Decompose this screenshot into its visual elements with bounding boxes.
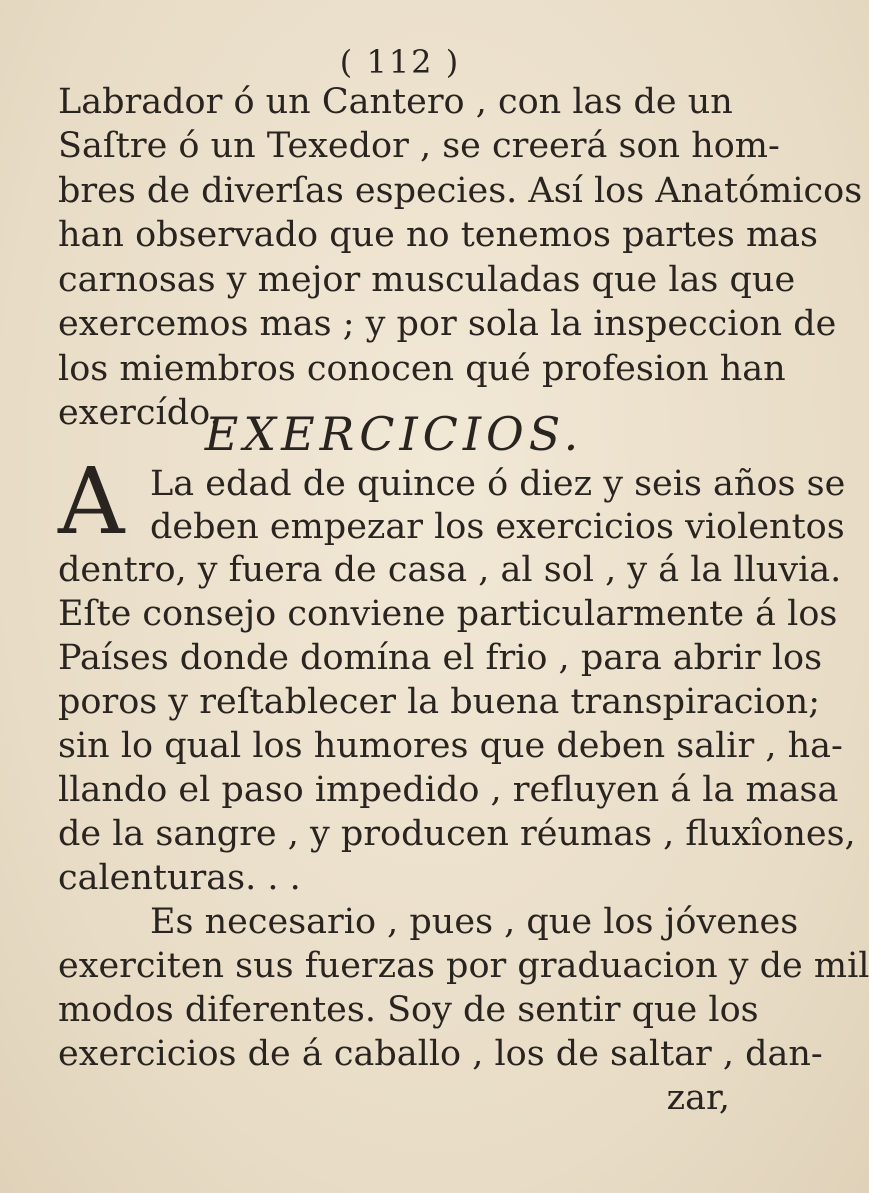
text-line: exercemos mas ; y por sola la inspeccion de	[58, 304, 837, 344]
text-line: poros y reſtablecer la buena transpiracion;	[58, 682, 821, 722]
text-line: sin lo qual los humores que deben salir , ha-	[58, 726, 843, 766]
text-line: deben empezar los exercicios violentos	[150, 507, 845, 547]
text-line: Es necesario , pues , que los jóvenes	[150, 902, 799, 942]
text-line: exercído.	[58, 393, 221, 433]
text-line: modos diferentes. Soy de sentir que los	[58, 990, 759, 1030]
section-heading: EXERCICIOS.	[204, 407, 584, 461]
text-line: exerciten sus fuerzas por graduacion y de mil	[58, 946, 869, 986]
text-line: Labrador ó un Cantero , con las de un	[58, 82, 733, 122]
text-line: los miembros conocen qué profesion han	[58, 349, 786, 389]
drop-cap: A	[58, 448, 125, 555]
text-line: calenturas. . .	[58, 858, 301, 898]
text-line: Eſte consejo conviene particularmente á los	[58, 594, 838, 634]
text-line: carnosas y mejor musculadas que las que	[58, 260, 796, 300]
catchword: zar,	[666, 1078, 730, 1118]
text-line: de la sangre , y producen réumas , fluxîones,	[58, 814, 856, 854]
text-line: Saſtre ó un Texedor , se creerá son hom-	[58, 126, 780, 166]
text-line: llando el paso impedido , refluyen á la masa	[58, 770, 839, 810]
text-line: Países donde domína el frio , para abrir los	[58, 638, 823, 678]
page-number: ( 112 )	[339, 43, 461, 81]
text-line: exercicios de á caballo , los de saltar , dan-	[58, 1034, 823, 1074]
text-line: dentro, y fuera de casa , al sol , y á la lluvia.	[58, 550, 842, 590]
text-line: bres de diverſas especies. Así los Anatómicos	[58, 171, 863, 211]
text-line: La edad de quince ó diez y seis años se	[150, 464, 846, 504]
text-line: han observado que no tenemos partes mas	[58, 215, 818, 255]
